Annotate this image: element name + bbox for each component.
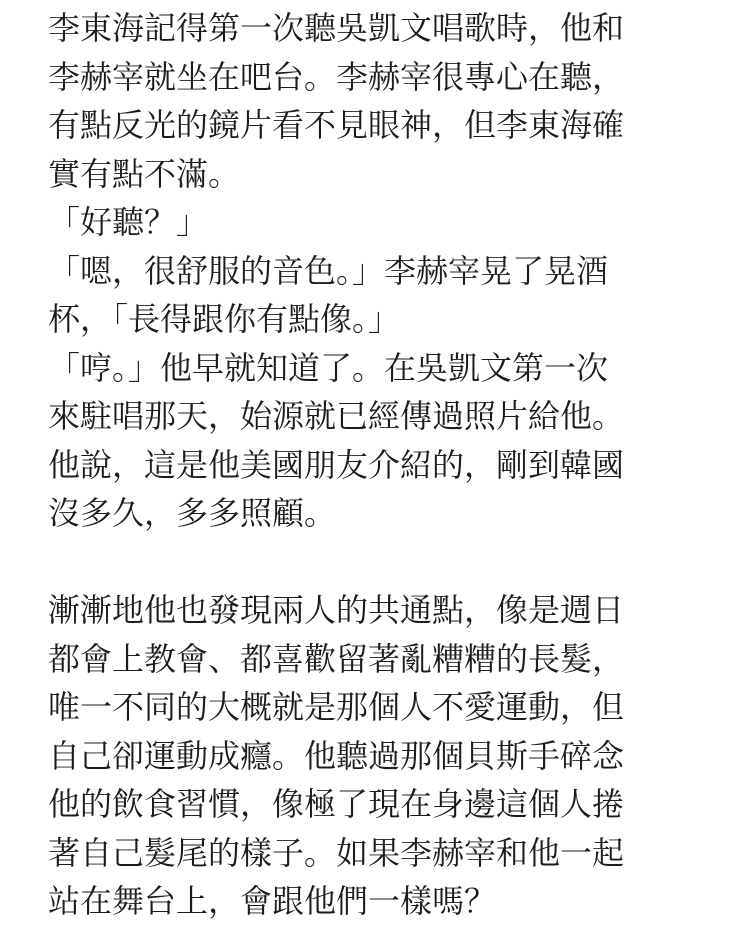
text-line: 杯，「長得跟你有點像。」 [48, 300, 401, 338]
text-line: 站在舞台上，會跟他們一樣嗎？ [48, 882, 497, 920]
text-line: 「好聽？」 [48, 203, 209, 241]
paragraph [48, 586, 708, 926]
paragraph-gap [48, 538, 708, 587]
dialogue [48, 247, 708, 344]
text-line: 「哼。」他早就知道了。在吳凱文第一次 [48, 348, 609, 387]
text-line: 有點反光的鏡片看不見眼神，但李東海確 [48, 106, 625, 144]
text-line: 都會上教會、都喜歡留著亂糟糟的長髮， [48, 639, 625, 678]
text-line: 唯一不同的大概就是那個人不愛運動，但 [48, 688, 625, 726]
dialogue [48, 198, 708, 247]
text-line: 著自己髮尾的樣子。如果李赫宰和他一起 [48, 833, 625, 872]
text-line: 李赫宰就坐在吧台。李赫宰很專心在聽， [48, 57, 625, 96]
document-body [48, 4, 708, 926]
text-line: 漸漸地他也發現兩人的共通點，像是週日 [48, 591, 625, 629]
paragraph [48, 4, 708, 198]
text-line: 李東海記得第一次聽吳凱文唱歌時，他和 [48, 9, 625, 47]
text-line: 他的飲食習慣，像極了現在身邊這個人捲 [48, 785, 625, 823]
text-line: 「嗯，很舒服的音色。」李赫宰晃了晃酒 [48, 251, 609, 290]
text-line: 他說，這是他美國朋友介紹的，剛到韓國 [48, 445, 625, 484]
text-line: 自己卻運動成癮。他聽過那個貝斯手碎念 [48, 736, 625, 775]
paragraph [48, 344, 708, 538]
text-line: 實有點不滿。 [48, 154, 241, 193]
text-line: 沒多久，多多照顧。 [48, 494, 337, 532]
text-line: 來駐唱那天，始源就已經傳過照片給他。 [48, 397, 625, 435]
